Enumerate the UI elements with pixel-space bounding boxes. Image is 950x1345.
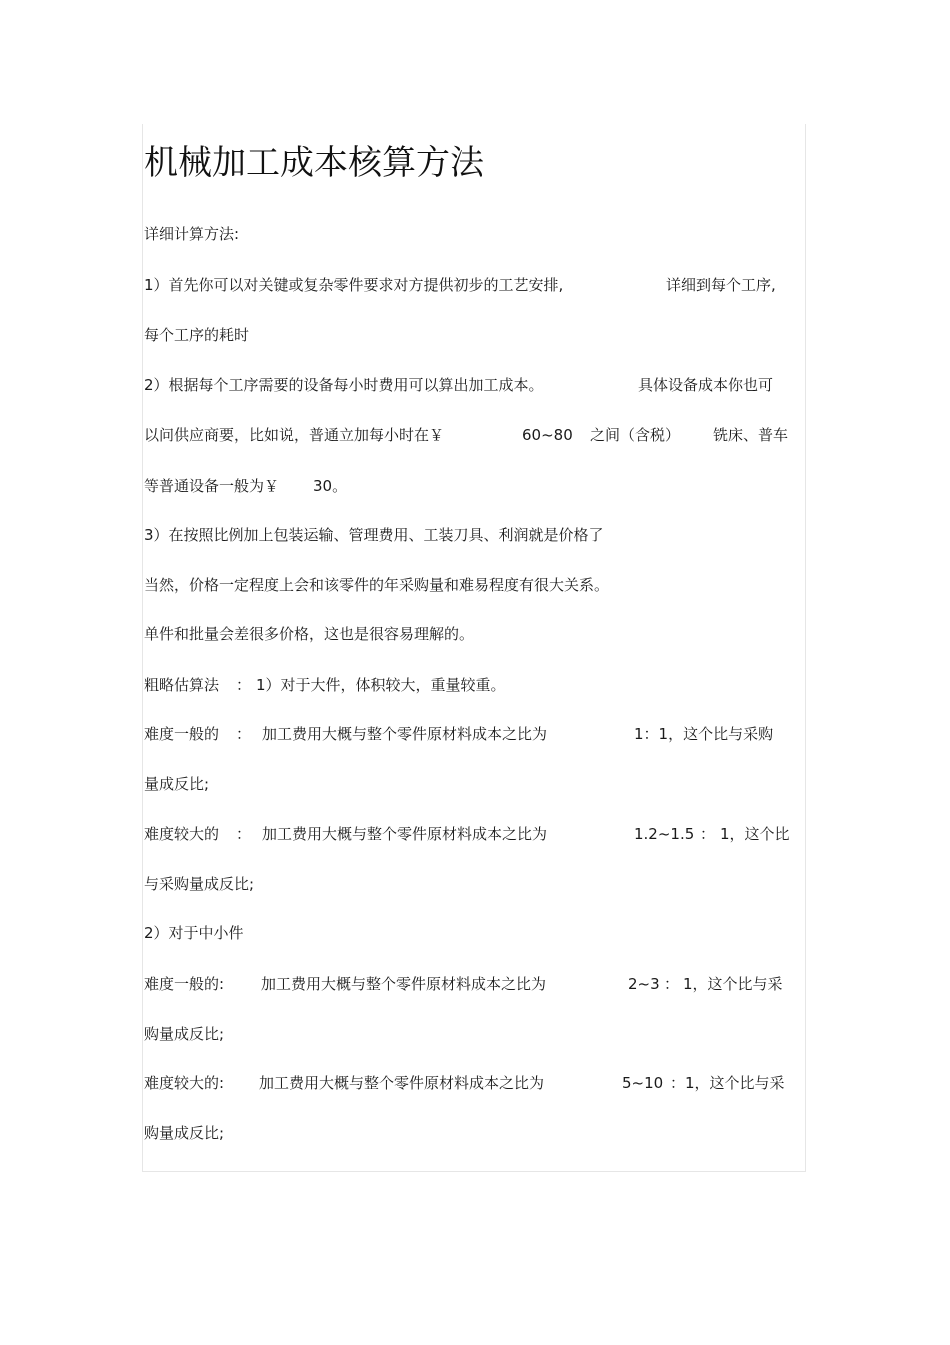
text-segment: 加工费用大概与整个零件原材料成本之比为 bbox=[259, 1074, 545, 1092]
text-segment: 难度较大的: bbox=[144, 1074, 225, 1092]
text-segment: 详细计算方法: bbox=[144, 225, 240, 243]
text-segment: ： bbox=[700, 825, 716, 843]
text-segment: 与采购量成反比; bbox=[144, 875, 255, 893]
text-segment: ： bbox=[236, 725, 252, 743]
text-segment: 之间（含税） bbox=[590, 426, 681, 444]
text-segment: 以问供应商要，比如说，普通立加每小时在￥ bbox=[144, 426, 445, 444]
text-segment: 购量成反比; bbox=[144, 1124, 225, 1142]
text-segment: 60~80 bbox=[522, 426, 573, 444]
text-segment: 当然，价格一定程度上会和该零件的年采购量和难易程度有很大关系。 bbox=[144, 576, 610, 594]
text-segment: 每个工序的耗时 bbox=[144, 326, 250, 344]
text-segment: 具体设备成本你也可 bbox=[638, 376, 774, 394]
text-segment: 难度一般的 bbox=[144, 725, 220, 743]
text-segment: 2）根据每个工序需要的设备每小时费用可以算出加工成本。 bbox=[144, 376, 544, 394]
text-segment: 单件和批量会差很多价格，这也是很容易理解的。 bbox=[144, 625, 475, 643]
text-segment: 粗略估算法 bbox=[144, 676, 220, 694]
text-segment: 30。 bbox=[313, 477, 348, 495]
text-segment: 加工费用大概与整个零件原材料成本之比为 bbox=[261, 975, 547, 993]
text-segment: ： bbox=[664, 975, 680, 993]
text-segment: 1）首先你可以对关键或复杂零件要求对方提供初步的工艺安排, bbox=[144, 276, 564, 294]
text-segment: 加工费用大概与整个零件原材料成本之比为 bbox=[262, 825, 548, 843]
text-segment: 1）对于大件，体积较大，重量较重。 bbox=[256, 676, 506, 694]
page-title: 机械加工成本核算方法 bbox=[144, 143, 484, 183]
text-segment: 铣床、普车 bbox=[713, 426, 789, 444]
text-segment: 1：1，这个比与采购 bbox=[634, 725, 774, 743]
text-segment: 加工费用大概与整个零件原材料成本之比为 bbox=[262, 725, 548, 743]
text-segment: 2~3 bbox=[628, 975, 660, 993]
text-segment: 1.2~1.5 bbox=[634, 825, 695, 843]
text-segment: 3）在按照比例加上包装运输、管理费用、工装刀具、利润就是价格了 bbox=[144, 526, 604, 544]
text-segment: 难度较大的 bbox=[144, 825, 220, 843]
text-segment: 量成反比; bbox=[144, 775, 210, 793]
text-segment: 等普通设备一般为￥ bbox=[144, 477, 280, 495]
text-segment: 2）对于中小件 bbox=[144, 924, 244, 942]
text-segment: ： bbox=[236, 676, 252, 694]
text-segment: 难度一般的: bbox=[144, 975, 225, 993]
text-segment: 5~10 bbox=[622, 1074, 664, 1092]
text-segment: 详细到每个工序, bbox=[666, 276, 776, 294]
text-segment: ：1，这个比与采 bbox=[670, 1074, 785, 1092]
text-segment: 1，这个比与采 bbox=[683, 975, 783, 993]
text-segment: ： bbox=[236, 825, 252, 843]
text-segment: 购量成反比; bbox=[144, 1025, 225, 1043]
text-segment: 1，这个比 bbox=[720, 825, 790, 843]
